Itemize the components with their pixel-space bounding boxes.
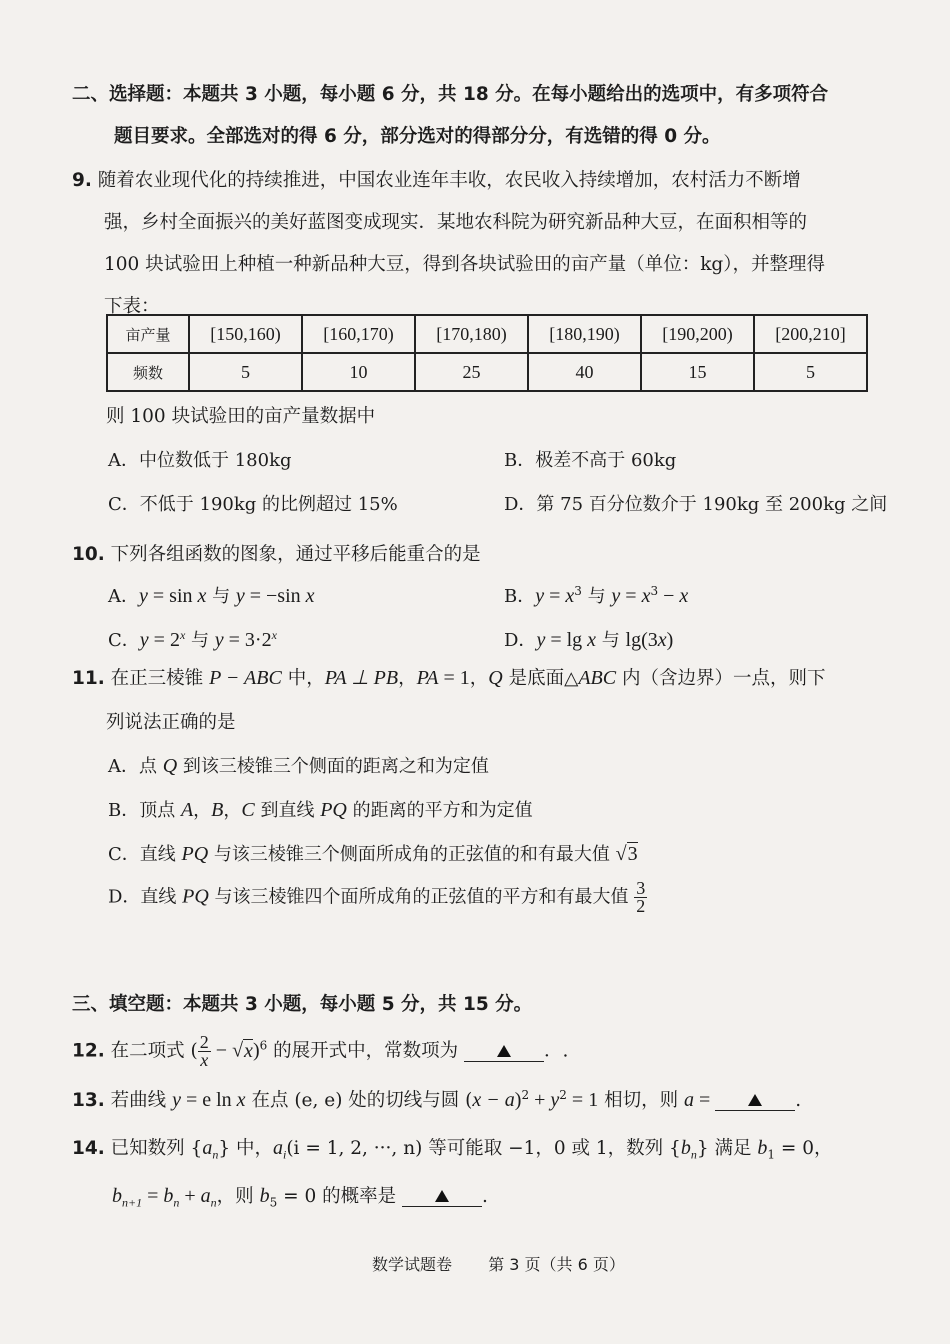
table-cell-interval: [190,200) bbox=[641, 315, 754, 353]
q11-abc: ABC bbox=[578, 667, 617, 689]
q10-option-b-label: B． bbox=[504, 586, 536, 607]
q13-square: 2 bbox=[559, 1087, 567, 1102]
var-x: x bbox=[271, 628, 277, 642]
var-y: y bbox=[172, 1089, 181, 1111]
triangle-icon bbox=[435, 1190, 449, 1202]
q14-text: (i = 1, 2, ···, n) 等可能取 −1，0 或 1，数列 { bbox=[286, 1138, 681, 1159]
subscript-i: i bbox=[282, 1147, 287, 1162]
var-x: x bbox=[179, 628, 186, 642]
q10-c-base1: = 2 bbox=[148, 629, 180, 651]
answer-blank[interactable] bbox=[464, 1041, 544, 1062]
q10-option-a bbox=[108, 582, 315, 608]
q12-power: 6 bbox=[259, 1038, 268, 1053]
q11-pa: PA bbox=[416, 667, 439, 689]
subscript-n-plus-1: n+1 bbox=[122, 1195, 143, 1210]
q12-end: ．. bbox=[544, 1040, 569, 1062]
q9-line1 bbox=[72, 166, 801, 192]
q14-text: 已知数列 { bbox=[110, 1138, 203, 1159]
q11-option-b bbox=[108, 796, 533, 822]
answer-blank[interactable] bbox=[402, 1186, 482, 1207]
frequency-table bbox=[106, 314, 868, 392]
q10-option-d-label: D． bbox=[504, 630, 537, 651]
q13-line bbox=[72, 1086, 801, 1112]
q11-number: 11. bbox=[72, 668, 105, 689]
q11-perp: PA ⊥ PB bbox=[324, 667, 399, 689]
q11-b-text: ， bbox=[193, 800, 212, 821]
q13-text: 相切，则 bbox=[598, 1090, 684, 1111]
table-row-yield bbox=[107, 315, 867, 353]
q14-text: = 0 的概率是 bbox=[277, 1186, 397, 1207]
table-cell-interval: [170,180) bbox=[415, 315, 528, 353]
q14-line2 bbox=[112, 1182, 488, 1211]
q11-text: 是底面△ bbox=[502, 668, 579, 689]
var-b: b bbox=[112, 1185, 122, 1207]
q13-minus-a: − a bbox=[481, 1089, 515, 1111]
q13-text: 在点 (e, e) 处的切线与圆 ( bbox=[245, 1090, 473, 1111]
var-x: x bbox=[197, 585, 207, 607]
var-y: y bbox=[611, 585, 621, 607]
var-a: a bbox=[683, 1089, 694, 1111]
q11-b-text: B．顶点 bbox=[108, 800, 181, 821]
var-x: x bbox=[565, 585, 575, 607]
q10-a-expr1: = sin bbox=[147, 585, 198, 607]
q10-c-with: 与 bbox=[185, 630, 215, 651]
q11-c-pq: PQ bbox=[181, 843, 209, 865]
var-y: y bbox=[139, 585, 148, 607]
q12-sqrt-x: x bbox=[244, 1039, 253, 1062]
table-cell-frequency: 5 bbox=[754, 353, 867, 391]
q11-b-c: C bbox=[241, 799, 255, 821]
q13-eq-sign: = bbox=[693, 1089, 716, 1111]
q12-close: ) bbox=[252, 1039, 260, 1062]
table-row-label-yield: 亩产量 bbox=[107, 315, 189, 353]
q10-line bbox=[72, 540, 481, 566]
section2-title-line1: 二、选择题：本题共 3 小题，每小题 6 分，共 18 分。在每小题给出的选项中，有多项符合 bbox=[72, 84, 829, 105]
q14-number: 14. bbox=[72, 1138, 105, 1159]
q11-d-text: 与该三棱锥四个面所成角的正弦值的平方和有最大值 bbox=[208, 886, 635, 908]
q9-option-a: A．中位数低于 180kg bbox=[108, 450, 292, 471]
answer-blank[interactable] bbox=[715, 1090, 795, 1111]
q11-a-text: 到该三棱锥三个侧面的距离之和为定值 bbox=[177, 756, 489, 777]
q11-c-text: C．直线 bbox=[108, 844, 182, 865]
q13-plus: + bbox=[529, 1089, 551, 1111]
triangle-icon bbox=[497, 1045, 511, 1057]
q11-b-b: B bbox=[211, 799, 224, 821]
q12-fraction bbox=[198, 1034, 211, 1069]
q11-b-a: A bbox=[180, 799, 194, 821]
subscript-n: n bbox=[210, 1195, 217, 1210]
q9-option-b: B．极差不高于 60kg bbox=[504, 450, 677, 471]
section2-title-line2: 题目要求。全部选对的得 6 分，部分选对的得部分分，有选错的得 0 分。 bbox=[114, 126, 721, 147]
q11-line1 bbox=[72, 664, 825, 690]
fraction-denominator: x bbox=[200, 1050, 209, 1070]
var-a: a bbox=[200, 1185, 211, 1207]
q9-line4: 下表： bbox=[104, 296, 160, 317]
q11-b-pq: PQ bbox=[320, 799, 347, 821]
q9-line3: 100 块试验田上种植一种新品种大豆，得到各块试验田的亩产量（单位：kg），并整理得 bbox=[104, 254, 825, 275]
var-y: y bbox=[235, 585, 245, 607]
table-cell-interval: [200,210] bbox=[754, 315, 867, 353]
q9-text-line1: 随着农业现代化的持续推进，中国农业连年丰收，农民收入持续增加，农村活力不断增 bbox=[97, 170, 801, 191]
q11-option-a bbox=[108, 752, 489, 778]
q10-stem: 下列各组函数的图象，通过平移后能重合的是 bbox=[110, 544, 481, 565]
q9-option-d: D．第 75 百分位数介于 190kg 至 200kg 之间 bbox=[504, 494, 888, 515]
footer bbox=[372, 1252, 625, 1275]
table-cell-interval: [160,170) bbox=[302, 315, 415, 353]
q10-option-c bbox=[108, 626, 277, 652]
q13-number: 13. bbox=[72, 1090, 105, 1111]
footer-page-number: 第 3 页（共 6 页） bbox=[488, 1255, 625, 1274]
table-cell-interval: [180,190) bbox=[528, 315, 641, 353]
q10-c-base2: = 3·2 bbox=[223, 629, 272, 651]
var-y: y bbox=[139, 629, 149, 651]
q10-option-b: B．$y = x^3$ 与 $y = x^3 - x$ bbox=[504, 584, 689, 607]
q13-text: 若曲线 bbox=[110, 1090, 173, 1111]
table-cell-frequency: 5 bbox=[189, 353, 302, 391]
table-cell-frequency: 25 bbox=[415, 353, 528, 391]
q14-line1 bbox=[72, 1134, 833, 1163]
q11-d-pq: PQ bbox=[182, 885, 209, 908]
q11-b-text: 到直线 bbox=[254, 800, 321, 821]
q14-text: ，则 bbox=[216, 1186, 260, 1207]
q14-plus: + bbox=[179, 1185, 201, 1207]
var-b: b bbox=[680, 1137, 691, 1159]
q13-end: . bbox=[795, 1090, 802, 1111]
var-a: a bbox=[202, 1137, 213, 1159]
var-b: b bbox=[163, 1185, 174, 1207]
q12-minus: − bbox=[210, 1039, 233, 1062]
table-row-frequency bbox=[107, 353, 867, 391]
var-x: x bbox=[305, 585, 315, 607]
subscript-n: n bbox=[212, 1147, 219, 1162]
q10-number: 10. bbox=[72, 544, 105, 565]
var-y: y bbox=[214, 629, 224, 651]
footer-title: 数学试题卷 bbox=[372, 1255, 453, 1274]
q13-eq1: = 1 bbox=[566, 1089, 599, 1111]
var-x: x bbox=[641, 585, 651, 607]
triangle-icon bbox=[748, 1094, 762, 1106]
table-cell-frequency: 10 bbox=[302, 353, 415, 391]
q13-close: ) bbox=[514, 1089, 522, 1111]
q10-d-close: ) bbox=[666, 629, 674, 651]
section3-title: 三、填空题：本题共 3 小题，每小题 5 分，共 15 分。 bbox=[72, 994, 533, 1015]
q10-option-a-label: A． bbox=[108, 586, 139, 607]
q14-text: } 满足 bbox=[696, 1138, 758, 1159]
var-x: x bbox=[236, 1089, 246, 1111]
q12-text: 在二项式 ( bbox=[110, 1040, 198, 1062]
q11-d-fraction bbox=[634, 880, 647, 915]
q9-line2: 强，乡村全面振兴的美好蓝图变成现实．某地农科院为研究新品种大豆，在面积相等的 bbox=[104, 212, 808, 233]
q10-d-with: 与 bbox=[596, 630, 626, 651]
var-x: x bbox=[679, 585, 689, 607]
q13-square: 2 bbox=[521, 1087, 530, 1102]
q13-eq: = e ln bbox=[180, 1089, 237, 1111]
q14-eq: = bbox=[142, 1185, 164, 1207]
q11-b-text: 的距离的平方和为定值 bbox=[346, 800, 533, 821]
q14-text: } 中， bbox=[218, 1138, 273, 1159]
q11-text: 内（含边界）一点，则下 bbox=[616, 668, 826, 689]
q9-number: 9. bbox=[72, 170, 92, 191]
q12-number: 12. bbox=[72, 1040, 105, 1062]
var-y: y bbox=[550, 1089, 560, 1111]
q11-q: Q bbox=[488, 667, 503, 689]
var-b: b bbox=[259, 1185, 270, 1207]
q11-eq: = 1 bbox=[438, 667, 470, 689]
q10-a-expr2: = −sin bbox=[244, 585, 306, 607]
subscript-5: 5 bbox=[269, 1195, 278, 1210]
var-y: y bbox=[535, 585, 545, 607]
subscript-n: n bbox=[173, 1195, 180, 1210]
q11-c-sqrt: 3 bbox=[627, 843, 638, 865]
q10-a-with: 与 bbox=[206, 586, 236, 607]
var-b: b bbox=[757, 1137, 768, 1159]
q11-line2: 列说法正确的是 bbox=[106, 712, 236, 733]
q11-c-text: 与该三棱锥三个侧面所成角的正弦值的和有最大值 bbox=[208, 844, 616, 865]
fraction-numerator: 3 bbox=[636, 878, 646, 898]
q12-line: 12. 在二项式 ( $\frac{2}{x}$ − √x)$^6$ 的展开式中，常数项为 ．. bbox=[72, 1032, 569, 1070]
q11-text: 在正三棱锥 bbox=[110, 668, 210, 689]
fraction-denominator: 2 bbox=[636, 896, 646, 916]
q10-b-with: 与 bbox=[581, 586, 612, 607]
q10-option-d bbox=[504, 626, 673, 652]
q11-pyramid: P − ABC bbox=[209, 667, 282, 689]
q10-d-eq: = lg bbox=[545, 629, 588, 651]
q11-text: 中， bbox=[281, 668, 325, 689]
subscript-n: n bbox=[690, 1147, 697, 1162]
var-x: x bbox=[472, 1089, 482, 1111]
q11-text: ， bbox=[469, 668, 489, 689]
q10-option-c-label: C． bbox=[108, 630, 140, 651]
var-y: y bbox=[536, 629, 546, 651]
subscript-1: 1 bbox=[767, 1147, 775, 1162]
q10-d-expr: lg(3 bbox=[625, 629, 658, 651]
var-a: a bbox=[272, 1137, 283, 1159]
q10-b-minus: − bbox=[658, 585, 680, 607]
table-cell-frequency: 15 bbox=[641, 353, 754, 391]
q11-a-text: A．点 bbox=[108, 756, 163, 777]
q11-b-text: ， bbox=[223, 800, 242, 821]
table-cell-interval: [150,160) bbox=[189, 315, 302, 353]
q14-end: . bbox=[482, 1186, 488, 1207]
var-x: x bbox=[587, 629, 597, 651]
q14-text: = 0， bbox=[775, 1138, 833, 1159]
q11-option-c: C．直线 PQ 与该三棱锥三个侧面所成角的正弦值的和有最大值 √3 bbox=[108, 843, 638, 865]
q9-option-c: C．不低于 190kg 的比例超过 15% bbox=[108, 494, 398, 515]
q12-text: 的展开式中，常数项为 bbox=[267, 1040, 459, 1062]
q11-option-d bbox=[108, 880, 647, 915]
table-cell-frequency: 40 bbox=[528, 353, 641, 391]
q11-text: ， bbox=[398, 668, 417, 689]
table-row-label-frequency: 频数 bbox=[107, 353, 189, 391]
q11-a-q: Q bbox=[162, 755, 178, 777]
q9-stem: 则 100 块试验田的亩产量数据中 bbox=[106, 406, 376, 427]
q11-d-text: D．直线 bbox=[108, 886, 183, 908]
fraction-numerator: 2 bbox=[199, 1032, 209, 1052]
var-x: x bbox=[657, 629, 667, 651]
